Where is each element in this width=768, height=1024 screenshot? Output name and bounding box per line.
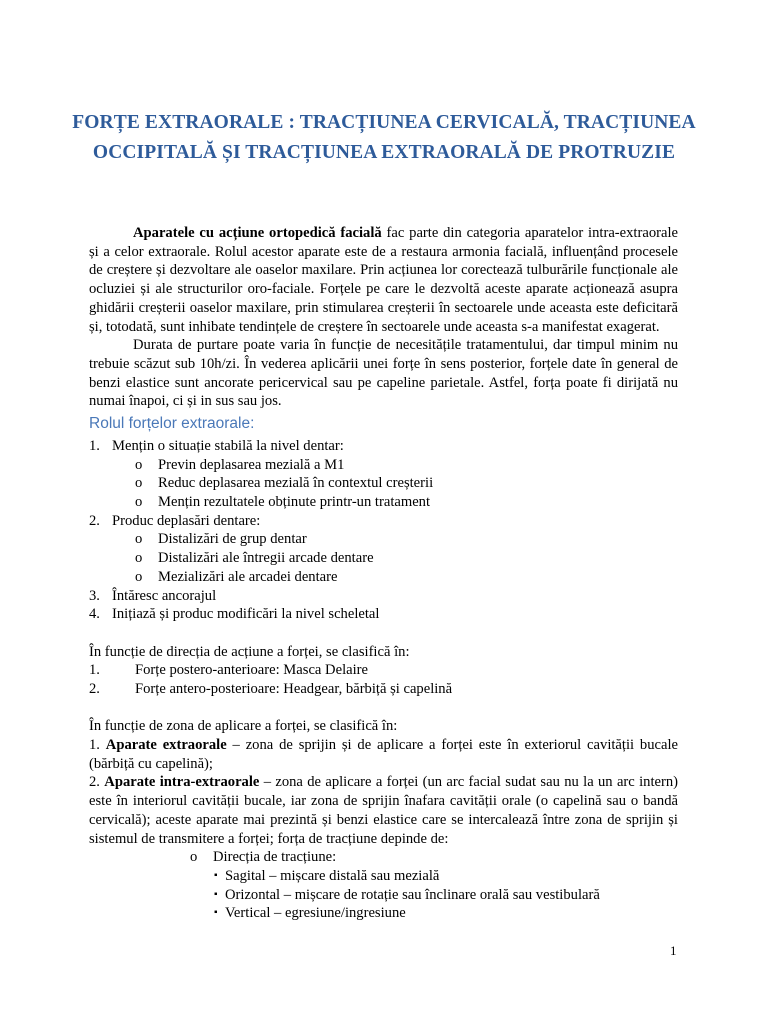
role-subitem	[89, 530, 678, 549]
page-title	[60, 108, 708, 168]
zone-intro: În funcție de zona de aplicare a forței, se clasifică în:	[89, 718, 398, 735]
role-subitem	[89, 568, 678, 587]
traction-subitem	[89, 886, 678, 905]
document-body	[89, 224, 678, 923]
direction-text: Forțe postero-anterioare: Masca Delaire	[135, 662, 368, 679]
intro-bold-term: Aparatele cu acțiune ortopedică facială	[133, 225, 382, 241]
role-subitem-text: Reduc deplasarea mezială în contextul creșterii	[158, 475, 434, 492]
page-number: 1	[670, 943, 677, 958]
direction-text: Forțe antero-posterioare: Headgear, bărbiță și capelină	[135, 680, 453, 697]
spacer	[89, 624, 678, 643]
direction-number: 2.	[89, 680, 100, 697]
direction-number: 1.	[89, 662, 100, 679]
role-number: 4.	[89, 606, 100, 623]
zone-item-intra-extraoral	[89, 773, 678, 848]
role-text: Întăresc ancorajul	[112, 587, 217, 604]
zone-number: 1.	[89, 737, 100, 754]
circle-bullet-icon: o	[135, 550, 143, 567]
traction-subitem	[89, 904, 678, 923]
role-number: 2.	[89, 512, 100, 529]
zone-term: Aparate extraorale	[105, 737, 227, 754]
role-subitem	[89, 474, 678, 493]
roles-heading: Rolul forțelor extraorale:	[89, 415, 255, 433]
traction-subitem-text: Orizontal – mișcare de rotație sau înclinare orală sau vestibulară	[225, 886, 600, 903]
role-item	[89, 437, 678, 456]
zone-item-extraoral	[89, 736, 678, 773]
traction-subitem-text: Sagital – mișcare distală sau mezială	[225, 867, 440, 884]
role-text: Mențin o situație stabilă la nivel dentar:	[112, 438, 344, 455]
role-subitem-text: Distalizări de grup dentar	[158, 531, 307, 548]
role-subitem-text: Previn deplasarea mezială a M1	[158, 456, 345, 473]
duration-paragraph: Durata de purtare poate varia în funcție de necesitățile tratamentului, dar timpul minim nu trebuie scăzut sub 10h/zi. În vederea aplicării unei forțe în sens posterior, forțele date în general de benzi elastice sunt ancorate pericervical sau pe capeline parietale. Astfel, forța poate fi dirijată nu numai înapoi, ci și in sus sau jos.	[89, 337, 678, 410]
direction-item	[89, 661, 678, 680]
direction-item	[89, 680, 678, 699]
circle-bullet-icon: o	[190, 849, 198, 866]
spacer	[89, 699, 678, 718]
traction-subitem	[89, 867, 678, 886]
role-item	[89, 587, 678, 606]
role-subitem	[89, 456, 678, 475]
square-bullet-icon: ▪	[214, 888, 218, 900]
role-text: Produc deplasări dentare:	[112, 512, 261, 529]
traction-subitem-text: Vertical – egresiune/ingresiune	[225, 905, 406, 922]
title-line-2: OCCIPITALĂ ȘI TRACȚIUNEA EXTRAORALĂ DE PROTRUZIE	[92, 142, 676, 163]
circle-bullet-icon: o	[135, 568, 143, 585]
role-text: Inițiază și produc modificări la nivel scheletal	[112, 606, 380, 623]
zone-description: – zona de aplicare a forței (un arc facial sudat sau nu la un arc intern) este în interiorul cavității bucale, iar zona de sprijin înafara cavității orale (o capelină sau o bandă cervicală); aceste aparate mai prezintă și benzi elastice care se intercalează între zona de sprijin și sistemul de transmitere a forței; forța de tracțiune depinde de:	[89, 774, 678, 847]
role-subitem-text: Mențin rezultatele obținute printr-un tratament	[158, 494, 431, 511]
traction-direction-item	[89, 848, 678, 867]
zone-term: Aparate intra-extraorale	[104, 774, 260, 791]
circle-bullet-icon: o	[135, 456, 143, 473]
intro-text: fac parte din categoria aparatelor intra-extraorale și a celor extraorale. Rolul acestor aparate este de a restaura armonia facială, influențând procesele de creștere și dezvoltare ale oaselor maxilare. Prin acțiunea lor corectează tulburările funcționale ale ocluziei și ale structurilor oro-faciale. Forțele pe care le dezvoltă aceste aparate acționează asupra ghidării creșterii oaselor maxilare, prin stimularea creșterii în sectoarele unde aceasta este deficitară și, totodată, sunt inhibate tendințele de creștere în sectoarele unde aceasta s-a manifestat exagerat.	[89, 225, 678, 335]
circle-bullet-icon: o	[135, 494, 143, 511]
role-subitem-text: Mezializări ale arcadei dentare	[158, 568, 338, 585]
zone-number: 2.	[89, 774, 100, 791]
direction-intro: În funcție de direcția de acțiune a forței, se clasifică în:	[89, 643, 410, 660]
role-item	[89, 605, 678, 624]
circle-bullet-icon: o	[135, 531, 143, 548]
circle-bullet-icon: o	[135, 475, 143, 492]
role-subitem	[89, 493, 678, 512]
role-subitem	[89, 549, 678, 568]
intro-paragraph	[89, 224, 678, 336]
role-subitem-text: Distalizări ale întregii arcade dentare	[158, 550, 374, 567]
square-bullet-icon: ▪	[214, 907, 218, 919]
role-item	[89, 512, 678, 531]
role-number: 3.	[89, 587, 100, 604]
title-line-1: FORȚE EXTRAORALE : TRACȚIUNEA CERVICALĂ, TRACȚIUNEA	[72, 112, 696, 133]
role-number: 1.	[89, 438, 100, 455]
zone-description: – zona de sprijin și de aplicare a forței este în exteriorul cavității bucale (bărbiță cu capelină);	[89, 737, 678, 772]
traction-direction-label: Direcția de tracțiune:	[213, 849, 337, 866]
square-bullet-icon: ▪	[214, 869, 218, 881]
